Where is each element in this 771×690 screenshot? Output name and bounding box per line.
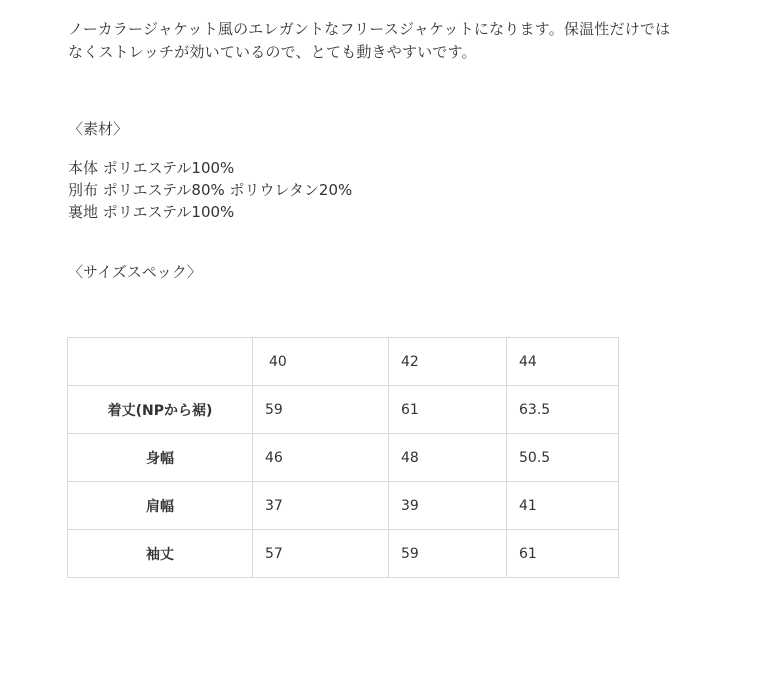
table-cell: 39: [389, 482, 507, 530]
table-row: [68, 386, 619, 434]
description-line-2: なくストレッチが効いているので、とても動きやすいです。: [68, 43, 477, 61]
materials-heading: 〈素材〉: [68, 120, 129, 138]
material-line: 別布 ポリエステル80% ポリウレタン20%: [68, 181, 353, 199]
product-description-section: [68, 18, 748, 281]
table-cell: 57: [253, 530, 389, 578]
table-row: [68, 434, 619, 482]
table-row: [68, 482, 619, 530]
table-corner-cell: [68, 338, 253, 386]
table-cell: 63.5: [507, 386, 619, 434]
size-header-cell: 42: [389, 338, 507, 386]
row-label: 着丈(NPから裾): [68, 386, 253, 434]
size-spec-table: [67, 337, 619, 578]
materials-list: [68, 157, 352, 223]
table-cell: 61: [389, 386, 507, 434]
table-cell: 37: [253, 482, 389, 530]
table-cell: 46: [253, 434, 389, 482]
table-cell: 59: [253, 386, 389, 434]
row-label: 袖丈: [68, 530, 253, 578]
size-spec-heading: 〈サイズスペック〉: [68, 263, 202, 281]
table-cell: 61: [507, 530, 619, 578]
table-cell: 41: [507, 482, 619, 530]
table-row: [68, 530, 619, 578]
table-cell: 50.5: [507, 434, 619, 482]
size-header-cell: 44: [507, 338, 619, 386]
table-header-row: [68, 338, 619, 386]
row-label: 身幅: [68, 434, 253, 482]
table-cell: 59: [389, 530, 507, 578]
row-label: 肩幅: [68, 482, 253, 530]
material-line: 裏地 ポリエステル100%: [68, 203, 235, 221]
size-header-cell: 40: [253, 338, 389, 386]
product-description: [68, 18, 748, 64]
material-line: 本体 ポリエステル100%: [68, 159, 235, 177]
table-cell: 48: [389, 434, 507, 482]
description-line-1: ノーカラージャケット風のエレガントなフリースジャケットになります。保温性だけでは: [68, 20, 671, 38]
